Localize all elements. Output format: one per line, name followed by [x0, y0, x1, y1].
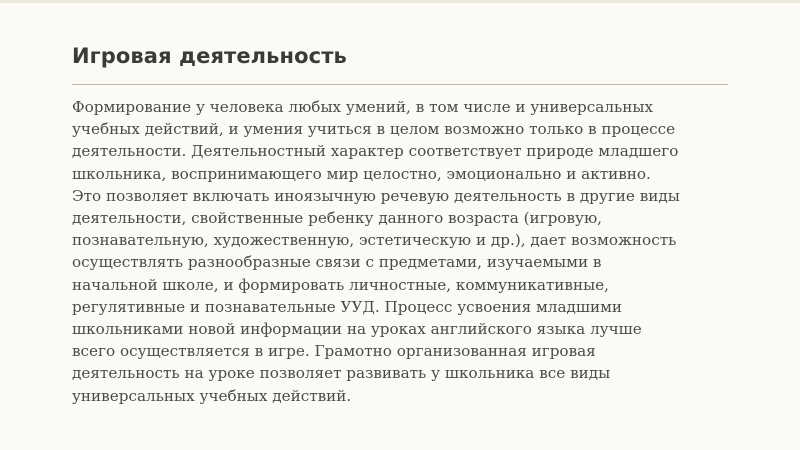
- title-divider: [72, 84, 728, 85]
- body-line: всего осуществляется в игре. Грамотно организованная игровая: [72, 342, 596, 361]
- body-line: Формирование у человека любых умений, в том числе и универсальных: [72, 98, 654, 116]
- body-line: деятельности, свойственные ребенку данного возраста (игровую,: [72, 209, 602, 228]
- body-line: регулятивные и познавательные УУД. Процесс усвоения младшими: [72, 297, 623, 316]
- slide-body-text: [72, 96, 734, 407]
- body-line: осуществлять разнообразные связи с предметами, изучаемыми в: [72, 253, 602, 272]
- slide-title: Игровая деятельность: [72, 44, 347, 68]
- body-line: универсальных учебных действий.: [72, 386, 352, 405]
- body-line: начальной школе, и формировать личностные, коммуникативные,: [72, 275, 609, 294]
- body-line: познавательную, художественную, эстетическую и др.), дает возможность: [72, 231, 677, 250]
- body-line: деятельность на уроке позволяет развивать у школьника все виды: [72, 364, 611, 383]
- slide-top-border: [0, 0, 800, 3]
- body-line: школьниками новой информации на уроках английского языка лучше: [72, 320, 642, 339]
- body-line: Это позволяет включать иноязычную речевую деятельность в другие виды: [72, 186, 680, 205]
- body-line: деятельности. Деятельностный характер соответствует природе младшего: [72, 142, 679, 161]
- body-line: школьника, воспринимающего мир целостно, эмоционально и активно.: [72, 164, 651, 183]
- body-line: учебных действий, и умения учиться в целом возможно только в процессе: [72, 120, 676, 139]
